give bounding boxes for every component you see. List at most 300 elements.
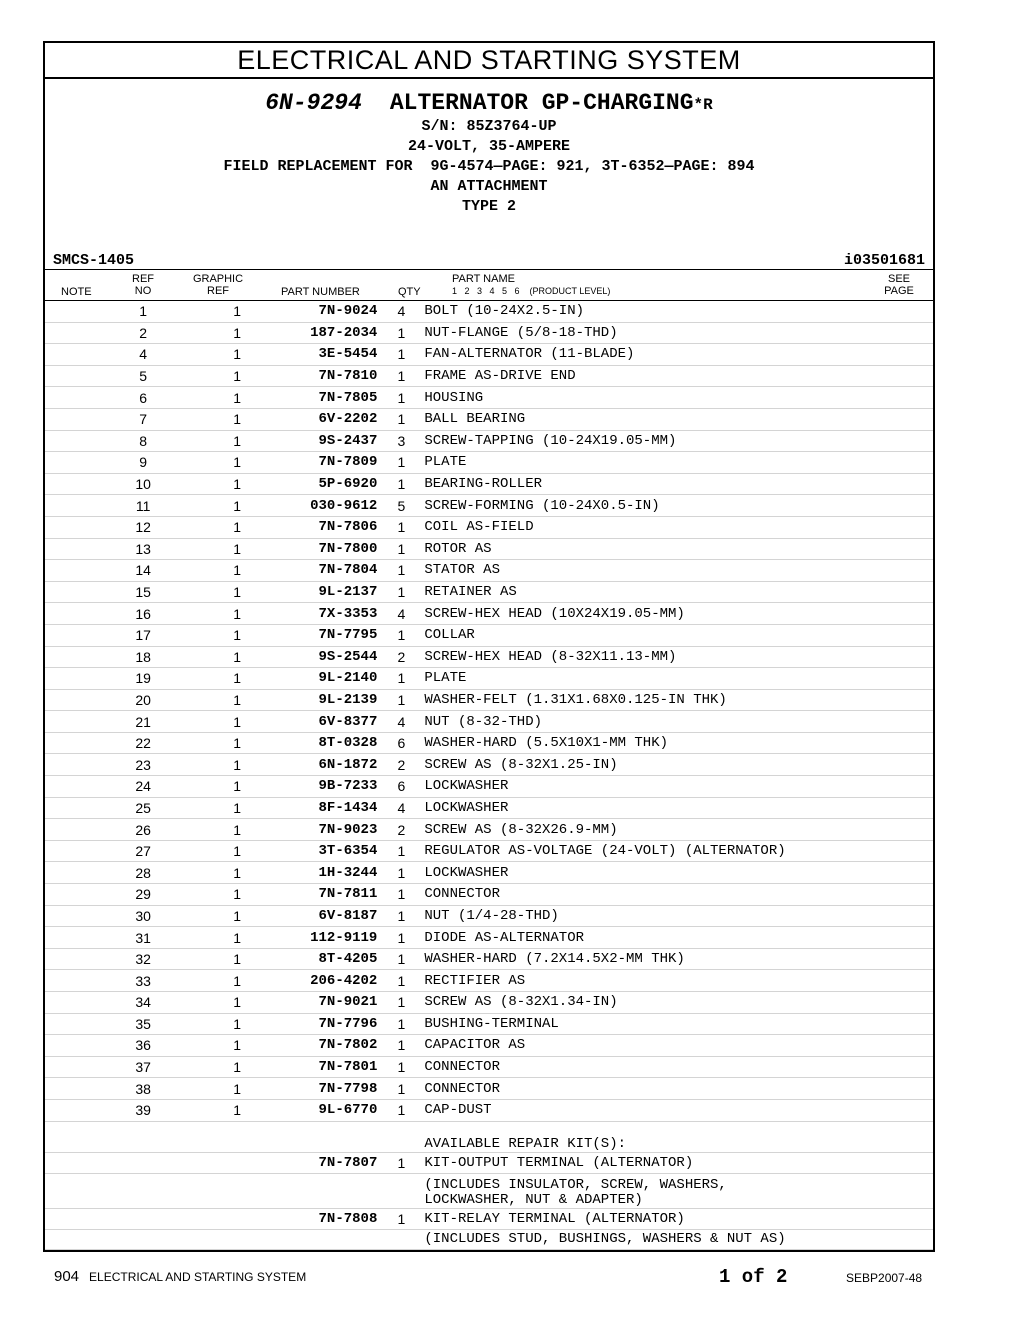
quantity: 1 <box>381 624 421 646</box>
part-header <box>45 89 933 270</box>
see-page-cell <box>882 344 933 366</box>
parts-row <box>45 516 933 538</box>
part-name: REGULATOR AS-VOLTAGE (24-VOLT) (ALTERNATOR) <box>421 840 882 862</box>
see-page-cell <box>882 992 933 1014</box>
see-page-cell <box>882 1035 933 1057</box>
column-ref-line1: REF <box>132 273 154 285</box>
graphic-ref: 1 <box>197 560 277 582</box>
part-name: HOUSING <box>421 387 882 409</box>
ref-no: 28 <box>121 862 165 884</box>
see-page-cell <box>882 689 933 711</box>
parts-table <box>45 301 933 1122</box>
ref-no: 21 <box>121 711 165 733</box>
spacer-cell <box>165 992 197 1014</box>
kit-includes-note <box>421 1173 882 1208</box>
parts-row <box>45 430 933 452</box>
spacer-cell <box>165 797 197 819</box>
quantity: 1 <box>381 387 421 409</box>
parts-row <box>45 970 933 992</box>
note-cell <box>45 495 121 517</box>
part-name: WASHER-FELT (1.31X1.68X0.125-IN THK) <box>421 689 882 711</box>
quantity: 6 <box>381 776 421 798</box>
part-name: DIODE AS-ALTERNATOR <box>421 927 882 949</box>
quantity: 1 <box>381 408 421 430</box>
quantity: 2 <box>381 646 421 668</box>
part-number: 7X-3353 <box>277 603 381 625</box>
ref-no: 29 <box>121 884 165 906</box>
part-number: 8T-0328 <box>277 732 381 754</box>
parts-page-frame <box>43 41 935 1252</box>
see-page-cell <box>882 322 933 344</box>
spacer-cell <box>165 948 197 970</box>
note-cell <box>45 452 121 474</box>
spacer-cell <box>165 538 197 560</box>
ref-no: 1 <box>121 301 165 322</box>
spacer-cell <box>165 776 197 798</box>
spacer-cell <box>165 884 197 906</box>
spacer-cell <box>165 408 197 430</box>
part-number: 5P-6920 <box>277 473 381 495</box>
see-page-cell <box>882 495 933 517</box>
ref-no: 26 <box>121 819 165 841</box>
kit-includes-line1: (INCLUDES INSULATOR, SCREW, WASHERS, <box>424 1176 727 1193</box>
ref-no: 10 <box>121 473 165 495</box>
ref-no: 30 <box>121 905 165 927</box>
column-see-line1: SEE <box>887 273 910 285</box>
part-number: 7N-7800 <box>277 538 381 560</box>
quantity: 1 <box>381 992 421 1014</box>
ref-no: 12 <box>121 516 165 538</box>
note-cell <box>45 689 121 711</box>
spacer-cell <box>165 862 197 884</box>
spacer-cell <box>165 840 197 862</box>
graphic-ref: 1 <box>197 495 277 517</box>
quantity: 1 <box>381 689 421 711</box>
note-cell <box>45 927 121 949</box>
ref-no: 18 <box>121 646 165 668</box>
graphic-ref: 1 <box>197 819 277 841</box>
note-cell <box>45 732 121 754</box>
part-number: 9L-6770 <box>277 1099 381 1121</box>
part-name: ROTOR AS <box>421 538 882 560</box>
spacer-cell <box>165 473 197 495</box>
graphic-ref: 1 <box>197 754 277 776</box>
repair-kits-table <box>45 1122 933 1277</box>
part-number: 7N-7802 <box>277 1035 381 1057</box>
column-headers <box>45 270 933 301</box>
part-name: CAP-DUST <box>421 1099 882 1121</box>
spacer-cell <box>165 668 197 690</box>
see-page-cell <box>882 473 933 495</box>
see-page-cell <box>882 927 933 949</box>
kit-includes-line2: LOCKWASHER, NUT & ADAPTER) <box>424 1191 643 1208</box>
ref-no: 7 <box>121 408 165 430</box>
spacer-cell <box>165 819 197 841</box>
part-name: SCREW-HEX HEAD (10X24X19.05-MM) <box>421 603 882 625</box>
graphic-ref: 1 <box>197 1056 277 1078</box>
note-cell <box>45 516 121 538</box>
repair-kits-label-row <box>45 1122 933 1153</box>
note-cell <box>45 344 121 366</box>
see-page-cell <box>882 884 933 906</box>
kit-part-number: 7N-7807 <box>277 1152 381 1173</box>
part-number: 6V-2202 <box>277 408 381 430</box>
page-number: 904 <box>54 1268 80 1285</box>
ref-no: 23 <box>121 754 165 776</box>
column-part-name: PART NAME <box>452 273 515 285</box>
part-name: WASHER-HARD (5.5X10X1-MM THK) <box>421 732 882 754</box>
note-cell <box>45 992 121 1014</box>
ref-no: 35 <box>121 1013 165 1035</box>
part-number: 6N-1872 <box>277 754 381 776</box>
part-number: 030-9612 <box>277 495 381 517</box>
part-number: 6V-8377 <box>277 711 381 733</box>
repair-kits-label: AVAILABLE REPAIR KIT(S): <box>421 1122 882 1153</box>
note-cell <box>45 1035 121 1057</box>
spacer-cell <box>165 560 197 582</box>
assembly-title <box>45 89 933 117</box>
see-page-cell <box>882 1099 933 1121</box>
part-name: LOCKWASHER <box>421 776 882 798</box>
see-page-cell <box>882 862 933 884</box>
graphic-ref: 1 <box>197 603 277 625</box>
part-number: 9S-2437 <box>277 430 381 452</box>
part-name: SCREW AS (8-32X26.9-MM) <box>421 819 882 841</box>
spacer-cell <box>165 581 197 603</box>
ref-no: 5 <box>121 365 165 387</box>
document-id: i03501681 <box>843 252 925 269</box>
part-number: 112-9119 <box>277 927 381 949</box>
column-note: NOTE <box>61 286 92 298</box>
quantity: 4 <box>381 797 421 819</box>
ref-no: 11 <box>121 495 165 517</box>
part-number: 8T-4205 <box>277 948 381 970</box>
parts-row <box>45 408 933 430</box>
part-name: BEARING-ROLLER <box>421 473 882 495</box>
graphic-ref: 1 <box>197 862 277 884</box>
spacer-cell <box>165 624 197 646</box>
ref-no: 24 <box>121 776 165 798</box>
graphic-ref: 1 <box>197 797 277 819</box>
part-name: RECTIFIER AS <box>421 970 882 992</box>
see-page-cell <box>882 970 933 992</box>
graphic-ref: 1 <box>197 1013 277 1035</box>
spacer-cell <box>165 732 197 754</box>
see-page-cell <box>882 301 933 322</box>
quantity: 1 <box>381 970 421 992</box>
ref-no: 19 <box>121 668 165 690</box>
spacer-cell <box>165 301 197 322</box>
ref-no: 17 <box>121 624 165 646</box>
ref-no: 20 <box>121 689 165 711</box>
note-cell <box>45 560 121 582</box>
part-number: 7N-7795 <box>277 624 381 646</box>
part-name: WASHER-HARD (7.2X14.5X2-MM THK) <box>421 948 882 970</box>
column-graphic-ref <box>186 273 250 297</box>
note-cell <box>45 430 121 452</box>
part-number: 7N-7804 <box>277 560 381 582</box>
ref-no: 37 <box>121 1056 165 1078</box>
part-number: 7N-7809 <box>277 452 381 474</box>
column-see-line2: PAGE <box>884 285 914 297</box>
spacer-cell <box>165 970 197 992</box>
see-page-cell <box>882 430 933 452</box>
parts-row <box>45 365 933 387</box>
ref-no: 38 <box>121 1078 165 1100</box>
parts-row <box>45 495 933 517</box>
part-number: 9L-2139 <box>277 689 381 711</box>
note-cell <box>45 905 121 927</box>
quantity: 1 <box>381 884 421 906</box>
graphic-ref: 1 <box>197 430 277 452</box>
quantity: 2 <box>381 754 421 776</box>
column-graphic-line2: REF <box>207 285 229 297</box>
see-page-cell <box>882 581 933 603</box>
parts-row <box>45 689 933 711</box>
part-name: NUT (8-32-THD) <box>421 711 882 733</box>
parts-row <box>45 927 933 949</box>
ref-no: 2 <box>121 322 165 344</box>
note-cell <box>45 408 121 430</box>
graphic-ref: 1 <box>197 408 277 430</box>
parts-row <box>45 948 933 970</box>
graphic-ref: 1 <box>197 624 277 646</box>
part-number: 7N-7796 <box>277 1013 381 1035</box>
see-page-cell <box>882 516 933 538</box>
ref-no: 8 <box>121 430 165 452</box>
see-page-cell <box>882 797 933 819</box>
quantity: 1 <box>381 668 421 690</box>
ref-no: 33 <box>121 970 165 992</box>
note-cell <box>45 322 121 344</box>
graphic-ref: 1 <box>197 732 277 754</box>
part-name: NUT (1/4-28-THD) <box>421 905 882 927</box>
kit-part-number: 7N-7808 <box>277 1208 381 1229</box>
parts-row <box>45 473 933 495</box>
see-page-cell <box>882 387 933 409</box>
page-of: 1 of 2 <box>719 1266 788 1288</box>
parts-row <box>45 538 933 560</box>
parts-row <box>45 711 933 733</box>
spacer-cell <box>165 689 197 711</box>
note-cell <box>45 797 121 819</box>
ref-no: 16 <box>121 603 165 625</box>
quantity: 3 <box>381 430 421 452</box>
see-page-cell <box>882 1056 933 1078</box>
parts-row <box>45 560 933 582</box>
see-page-cell <box>882 754 933 776</box>
ref-no: 15 <box>121 581 165 603</box>
graphic-ref: 1 <box>197 538 277 560</box>
part-name: STATOR AS <box>421 560 882 582</box>
graphic-ref: 1 <box>197 1078 277 1100</box>
parts-row <box>45 322 933 344</box>
parts-row <box>45 754 933 776</box>
graphic-ref: 1 <box>197 776 277 798</box>
spacer-cell <box>165 603 197 625</box>
ref-no: 6 <box>121 387 165 409</box>
graphic-ref: 1 <box>197 452 277 474</box>
part-name: CONNECTOR <box>421 884 882 906</box>
part-name: PLATE <box>421 668 882 690</box>
see-page-cell <box>882 560 933 582</box>
part-name: PLATE <box>421 452 882 474</box>
parts-row <box>45 1078 933 1100</box>
see-page-cell <box>882 905 933 927</box>
ref-no: 25 <box>121 797 165 819</box>
quantity: 5 <box>381 495 421 517</box>
part-name: SCREW-FORMING (10-24X0.5-IN) <box>421 495 882 517</box>
see-page-cell <box>882 365 933 387</box>
note-cell <box>45 776 121 798</box>
graphic-ref: 1 <box>197 516 277 538</box>
note-cell <box>45 1013 121 1035</box>
kit-includes-row <box>45 1173 933 1208</box>
parts-row <box>45 1035 933 1057</box>
note-cell <box>45 711 121 733</box>
note-cell <box>45 1078 121 1100</box>
parts-row <box>45 819 933 841</box>
quantity: 1 <box>381 322 421 344</box>
quantity: 1 <box>381 1035 421 1057</box>
part-number: 9S-2544 <box>277 646 381 668</box>
graphic-ref: 1 <box>197 711 277 733</box>
kit-includes-note: (INCLUDES STUD, BUSHINGS, WASHERS & NUT AS) <box>421 1229 882 1249</box>
see-page-cell <box>882 819 933 841</box>
column-see-page <box>875 273 923 297</box>
part-number: 9L-2140 <box>277 668 381 690</box>
graphic-ref: 1 <box>197 1035 277 1057</box>
see-page-cell <box>882 948 933 970</box>
spacer-cell <box>165 365 197 387</box>
graphic-ref: 1 <box>197 387 277 409</box>
quantity: 1 <box>381 948 421 970</box>
spacer-cell <box>165 927 197 949</box>
assembly-name-suffix: *R <box>693 96 713 114</box>
spacer-cell <box>165 905 197 927</box>
note-cell <box>45 301 121 322</box>
see-page-cell <box>882 732 933 754</box>
parts-row <box>45 646 933 668</box>
see-page-cell <box>882 538 933 560</box>
graphic-ref: 1 <box>197 905 277 927</box>
quantity: 1 <box>381 840 421 862</box>
graphic-ref: 1 <box>197 668 277 690</box>
rating: 24-VOLT, 35-AMPERE <box>407 138 571 155</box>
kit-qty: 1 <box>381 1152 421 1173</box>
see-page-cell <box>882 840 933 862</box>
parts-row <box>45 344 933 366</box>
ref-no: 39 <box>121 1099 165 1121</box>
graphic-ref: 1 <box>197 948 277 970</box>
spacer-cell <box>165 495 197 517</box>
parts-row <box>45 1013 933 1035</box>
quantity: 1 <box>381 344 421 366</box>
column-ref-line2: NO <box>134 285 152 297</box>
part-name: BOLT (10-24X2.5-IN) <box>421 301 882 322</box>
see-page-cell <box>882 668 933 690</box>
graphic-ref: 1 <box>197 992 277 1014</box>
part-number: 7N-9024 <box>277 301 381 322</box>
parts-row <box>45 1056 933 1078</box>
part-name: LOCKWASHER <box>421 797 882 819</box>
part-number: 7N-7801 <box>277 1056 381 1078</box>
quantity: 1 <box>381 862 421 884</box>
attachment: AN ATTACHMENT <box>430 178 548 195</box>
quantity: 4 <box>381 301 421 322</box>
note-cell <box>45 581 121 603</box>
section-title: ELECTRICAL AND STARTING SYSTEM <box>45 43 933 79</box>
parts-row <box>45 840 933 862</box>
field-replacement: FIELD REPLACEMENT FOR 9G-4574—PAGE: 921, 3T-6352—PAGE: 894 <box>223 158 755 175</box>
see-page-cell <box>882 452 933 474</box>
note-cell <box>45 1099 121 1121</box>
spacer-cell <box>165 1056 197 1078</box>
see-page-cell <box>882 1013 933 1035</box>
column-qty: QTY <box>398 286 421 298</box>
see-page-cell <box>882 408 933 430</box>
graphic-ref: 1 <box>197 884 277 906</box>
spacer-cell <box>165 430 197 452</box>
see-page-cell <box>882 646 933 668</box>
publication-number: SEBP2007-48 <box>846 1271 923 1285</box>
assembly-part-number: 6N-9294 <box>265 90 362 116</box>
kit-row <box>45 1208 933 1229</box>
graphic-ref: 1 <box>197 970 277 992</box>
part-number: 9L-2137 <box>277 581 381 603</box>
footer-section: ELECTRICAL AND STARTING SYSTEM <box>89 1270 307 1284</box>
parts-row <box>45 884 933 906</box>
parts-row <box>45 301 933 322</box>
spacer-cell <box>165 1099 197 1121</box>
graphic-ref: 1 <box>197 581 277 603</box>
see-page-cell <box>882 1078 933 1100</box>
spacer-cell <box>165 344 197 366</box>
quantity: 2 <box>381 819 421 841</box>
quantity: 1 <box>381 538 421 560</box>
part-number: 3T-6354 <box>277 840 381 862</box>
see-page-cell <box>882 603 933 625</box>
note-cell <box>45 862 121 884</box>
graphic-ref: 1 <box>197 322 277 344</box>
quantity: 1 <box>381 1099 421 1121</box>
ref-no: 31 <box>121 927 165 949</box>
part-name: BALL BEARING <box>421 408 882 430</box>
ref-no: 34 <box>121 992 165 1014</box>
part-number: 7N-7811 <box>277 884 381 906</box>
spacer-cell <box>165 1013 197 1035</box>
kit-qty: 1 <box>381 1208 421 1229</box>
spacer-cell <box>165 1035 197 1057</box>
note-cell <box>45 624 121 646</box>
part-name: SCREW AS (8-32X1.34-IN) <box>421 992 882 1014</box>
part-name: FAN-ALTERNATOR (11-BLADE) <box>421 344 882 366</box>
spacer-cell <box>165 516 197 538</box>
part-name: RETAINER AS <box>421 581 882 603</box>
part-name: COIL AS-FIELD <box>421 516 882 538</box>
graphic-ref: 1 <box>197 473 277 495</box>
note-cell <box>45 387 121 409</box>
graphic-ref: 1 <box>197 840 277 862</box>
parts-row <box>45 992 933 1014</box>
column-part-number: PART NUMBER <box>281 286 360 298</box>
parts-row <box>45 668 933 690</box>
graphic-ref: 1 <box>197 927 277 949</box>
parts-row <box>45 387 933 409</box>
quantity: 1 <box>381 516 421 538</box>
kit-name: KIT-OUTPUT TERMINAL (ALTERNATOR) <box>421 1152 882 1173</box>
smcs-code: SMCS-1405 <box>53 252 135 269</box>
